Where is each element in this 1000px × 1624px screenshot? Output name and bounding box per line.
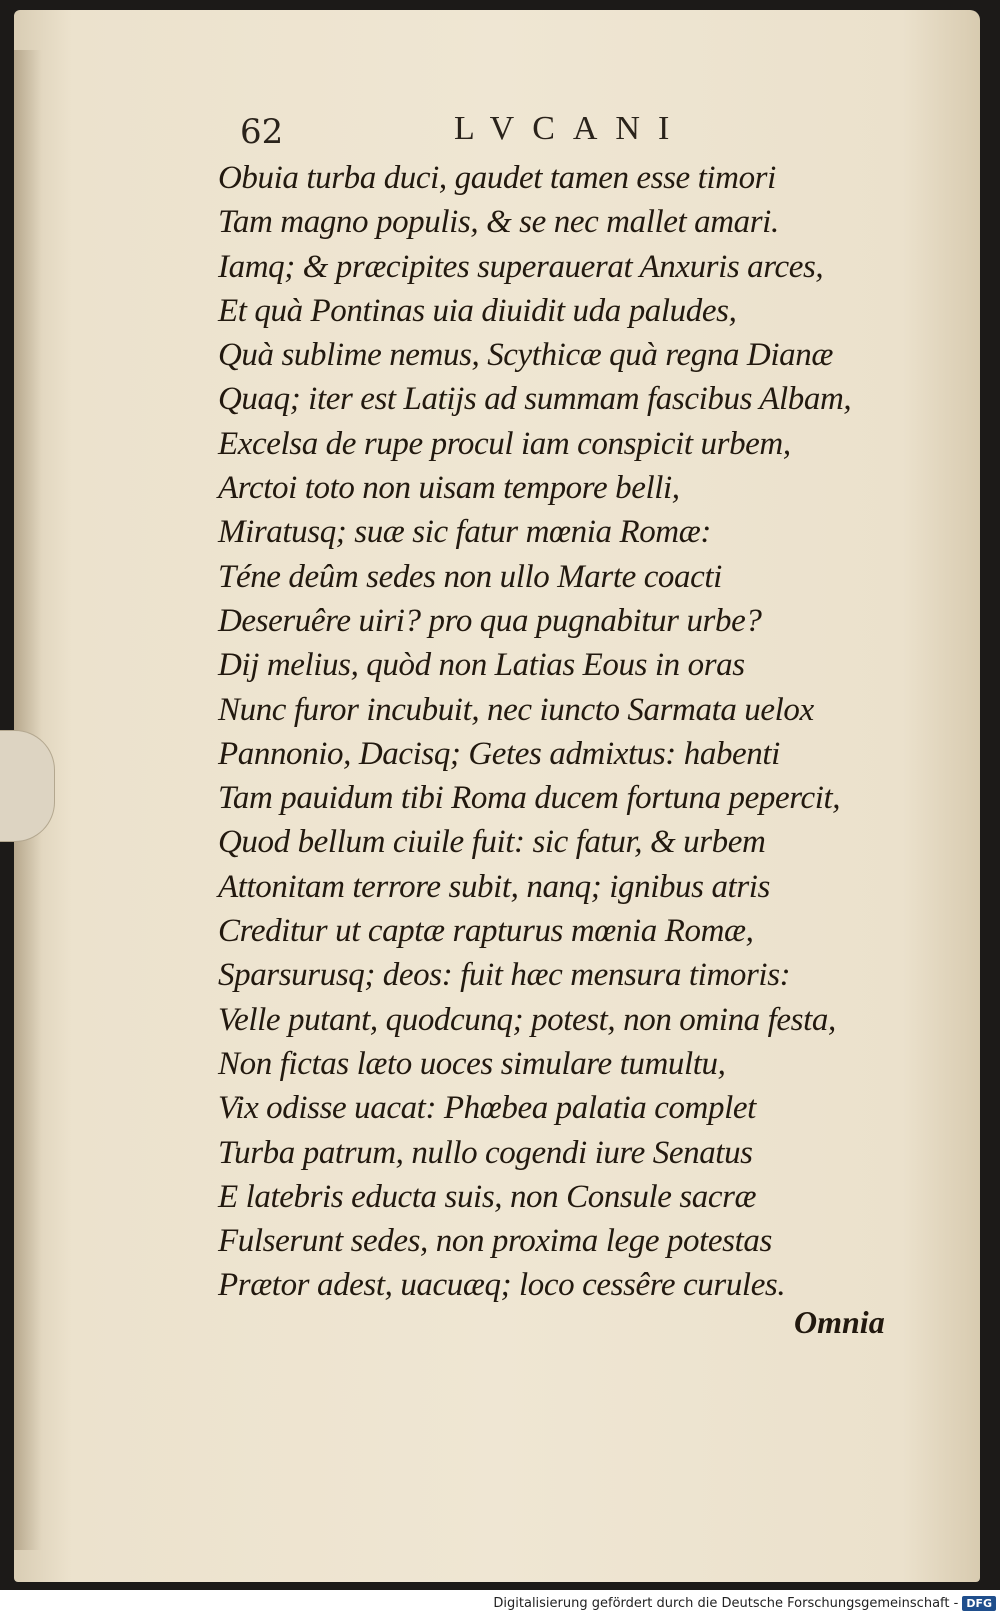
credit-text: Digitalisierung gefördert durch die Deutsche Forschungsgemeinschaft - [493,1596,959,1611]
verse-line: Pannonio, Dacisq; Getes admixtus: habenti [218,735,780,772]
verse-line: Tam magno populis, & se nec mallet amari. [218,204,779,241]
folio-number: 62 [240,112,284,152]
verse-line: Quà sublime nemus, Scythicæ quà regna Dianæ [218,337,833,374]
verse-line: Téne deûm sedes non ullo Marte coacti [218,558,722,595]
verse-line: Arctoi toto non uisam tempore belli, [218,470,680,507]
page-clip [0,730,55,842]
verse-line: Quaq; iter est Latijs ad summam fascibus Albam, [218,381,852,418]
verse-line: Quod bellum ciuile fuit: sic fatur, & urbem [218,824,766,861]
verse-line: Miratusq; suæ sic fatur mœnia Romæ: [218,514,711,551]
verse-line: Vix odisse uacat: Phœbea palatia complet [218,1090,756,1127]
verse-line: Tam pauidum tibi Roma ducem fortuna pepercit, [218,780,841,817]
catchword: Omnia [794,1304,885,1340]
verse-line: Sparsurusq; deos: fuit hæc mensura timoris: [218,957,791,994]
verse-line: Iamq; & præcipites superauerat Anxuris arces, [218,248,824,285]
verse-line: E latebris educta suis, non Consule sacræ [218,1178,757,1215]
verse-line: Creditur ut captæ rapturus mœnia Romæ, [218,913,754,950]
verse-line: Nunc furor incubuit, nec iuncto Sarmata uelox [218,691,814,728]
verse-line: Turba patrum, nullo cogendi iure Senatus [218,1134,753,1171]
dfg-logo: DFG [962,1596,996,1611]
digitization-credit [493,1596,996,1611]
verse-line: Non fictas læto uoces simulare tumultu, [218,1045,726,1082]
verse-line: Excelsa de rupe procul iam conspicit urbem, [218,425,791,462]
verse-line: Fulserunt sedes, non proxima lege potestas [218,1223,772,1260]
verse-list [218,156,898,1308]
verse-line: Prætor adest, uacuæq; loco cessêre curules. [218,1267,786,1304]
verse-line: Velle putant, quodcunq; potest, non omina festa, [218,1001,836,1038]
verse-line: Deseruêre uiri? pro qua pugnabitur urbe? [218,602,762,639]
running-title: LVCANI [454,110,688,147]
verse-line: Dij melius, quòd non Latias Eous in oras [218,647,745,684]
verse-line: Et quà Pontinas uia diuidit uda paludes, [218,292,737,329]
verse-line: Obuia turba duci, gaudet tamen esse timori [218,160,776,196]
book-page [14,10,980,1582]
verse-line: Attonitam terrore subit, nanq; ignibus atris [218,868,770,905]
